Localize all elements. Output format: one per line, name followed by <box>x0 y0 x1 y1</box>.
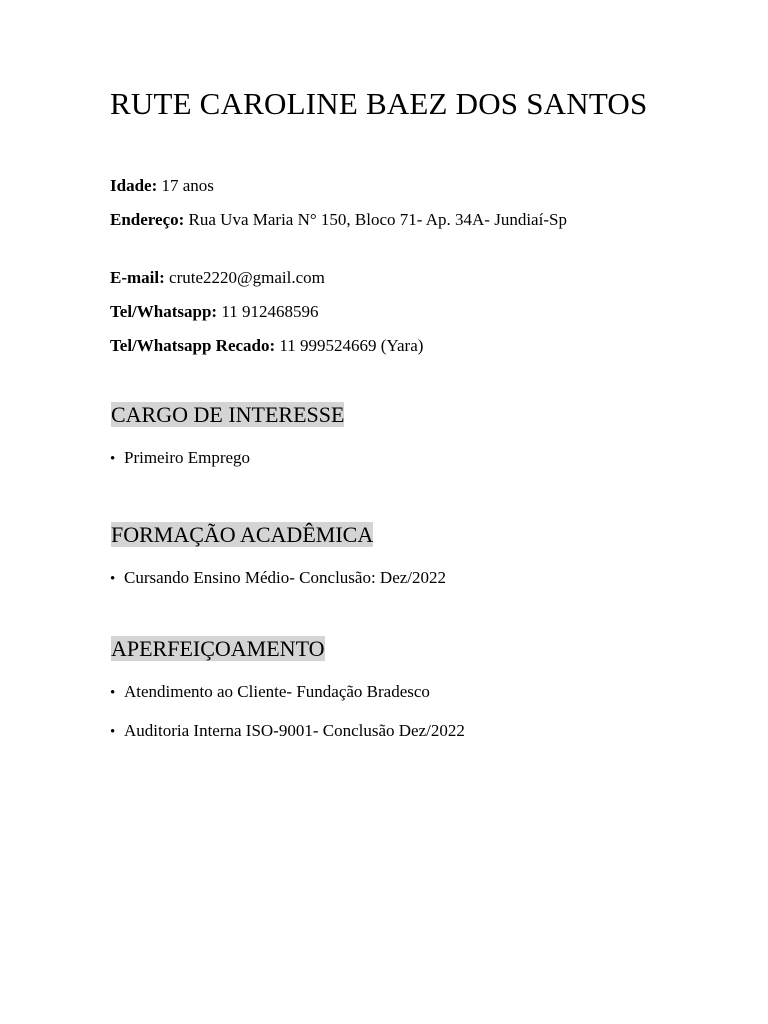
candidate-name: RUTE CAROLINE BAEZ DOS SANTOS <box>110 86 648 121</box>
list-item <box>110 720 465 743</box>
list-item-text: Atendimento ao Cliente- Fundação Bradesco <box>124 682 430 701</box>
info-phone-message-label: Tel/Whatsapp Recado: <box>110 336 276 355</box>
info-age-value: 17 anos <box>157 176 214 195</box>
section-title-aperfeicoamento <box>110 635 326 663</box>
bullet-icon: • <box>110 685 116 701</box>
info-address-label: Endereço: <box>110 210 185 229</box>
bullet-icon: • <box>110 724 116 740</box>
info-email <box>110 267 650 289</box>
info-address <box>110 209 650 231</box>
list-item-text: Auditoria Interna ISO-9001- Conclusão Dez/2022 <box>124 721 465 740</box>
info-age-label: Idade: <box>110 176 158 195</box>
bullet-icon: • <box>110 451 116 467</box>
info-age <box>110 175 650 197</box>
section-title-formacao-text: FORMAÇÃO ACADÊMICA <box>111 522 374 547</box>
list-item <box>110 567 446 590</box>
list-item-text: Cursando Ensino Médio- Conclusão: Dez/2022 <box>124 568 447 587</box>
section-title-aperfeicoamento-text: APERFEIÇOAMENTO <box>111 636 325 661</box>
section-title-cargo-text: CARGO DE INTERESSE <box>111 402 345 427</box>
list-item <box>110 447 250 470</box>
section-title-formacao <box>110 521 374 549</box>
info-phone <box>110 301 650 323</box>
bullet-icon: • <box>110 571 116 587</box>
list-item-text: Primeiro Emprego <box>124 448 251 467</box>
list-item <box>110 681 430 704</box>
info-email-value: crute2220@gmail.com <box>164 268 325 287</box>
info-phone-value: 11 912468596 <box>217 302 319 321</box>
info-phone-label: Tel/Whatsapp: <box>110 302 218 321</box>
section-title-cargo <box>110 401 345 429</box>
info-email-label: E-mail: <box>110 268 165 287</box>
info-phone-message-value: 11 999524669 (Yara) <box>275 336 424 355</box>
info-phone-message <box>110 335 650 357</box>
info-address-value: Rua Uva Maria N° 150, Bloco 71- Ap. 34A- Jundiaí-Sp <box>184 210 567 229</box>
